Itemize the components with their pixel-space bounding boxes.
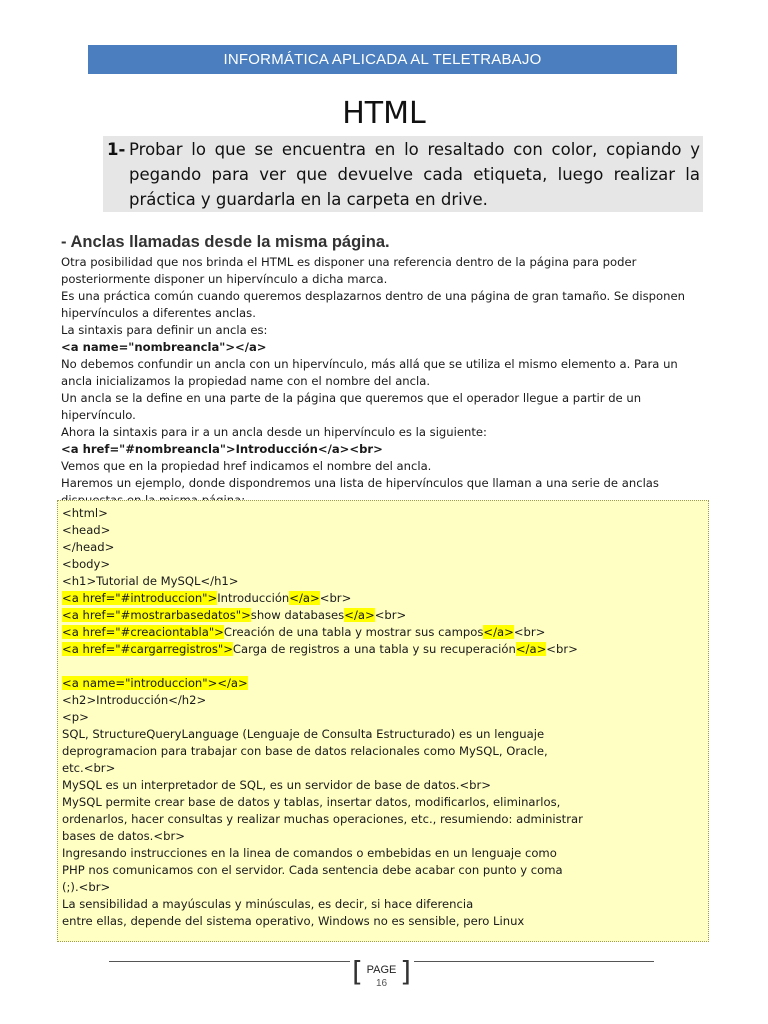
code-line: <html> [62, 506, 108, 520]
highlight: </a> [483, 625, 514, 639]
code-line: <p> [62, 710, 89, 724]
paragraph: Otra posibilidad que nos brinda el HTML es disponer una referencia dentro de la página para poder posteriormente disponer un hipervínculo a dicha marca. [61, 255, 637, 286]
right-bracket-icon: ] [400, 955, 411, 988]
highlight: <a name="introduccion"></a> [62, 676, 248, 690]
code-line: Ingresando instrucciones en la linea de comandos o embebidas en un lenguaje como [62, 846, 557, 860]
highlight: </a> [289, 591, 320, 605]
footer-divider [109, 961, 350, 962]
code-line: MySQL permite crear base de datos y tablas, insertar datos, modificarlos, eliminarlos, [62, 795, 561, 809]
page-label: PAGE [366, 964, 397, 976]
code-text: <br> [513, 625, 546, 639]
code-line: </head> [62, 540, 115, 554]
paragraph: No debemos confundir un ancla con un hipervínculo, más allá que se utiliza el mismo elemento a. Para un ancla inicializamos la propiedad name con el nombre del ancla. [61, 357, 678, 388]
highlight: <a href="#introduccion"> [62, 591, 218, 605]
code-line: <h1>Tutorial de MySQL</h1> [62, 574, 239, 588]
code-text: <br> [374, 608, 407, 622]
code-line: La sensibilidad a mayúsculas y minúsculas, es decir, si hace diferencia [62, 897, 474, 911]
code-line: PHP nos comunicamos con el servidor. Cada sentencia debe acabar con punto y coma [62, 863, 563, 877]
code-line [62, 641, 583, 658]
paragraph: Vemos que en la propiedad href indicamos el nombre del ancla. [61, 459, 432, 473]
code-text: Creación de una tabla y mostrar sus campos [223, 625, 484, 639]
highlight: </a> [515, 642, 547, 656]
code-line [62, 590, 583, 607]
code-line: <head> [62, 523, 111, 537]
instruction-text: Probar lo que se encuentra en lo resaltado con color, copiando y pegando para ver que devuelve cada etiqueta, luego realizar la práctica y guardarla en la carpeta en drive. [129, 140, 700, 209]
code-text: <br> [546, 642, 578, 656]
body-text [61, 254, 711, 509]
paragraph: La sintaxis para definir un ancla es: [61, 323, 268, 337]
code-line: MySQL es un interpretador de SQL, es un servidor de base de datos.<br> [62, 778, 492, 792]
instruction-box [103, 136, 703, 212]
highlight: <a href="#creaciontabla"> [62, 625, 224, 639]
page-number: 16 [375, 978, 388, 989]
code-text: Carga de registros a una tabla y su recuperación [232, 642, 516, 656]
code-line: <body> [62, 557, 111, 571]
highlight: <a href="#cargarregistros"> [62, 642, 233, 656]
code-line: entre ellas, depende del sistema operativo, Windows no es sensible, pero Linux [62, 914, 525, 928]
code-line: (;).<br> [62, 880, 111, 894]
code-snippet: <a href="#nombreancla">Introducción</a><br> [61, 442, 383, 456]
footer-divider [414, 961, 654, 962]
code-line-blank [62, 658, 583, 675]
code-text: Introducción [217, 591, 290, 605]
header-banner: INFORMÁTICA APLICADA AL TELETRABAJO [88, 45, 677, 74]
paragraph: Ahora la sintaxis para ir a un ancla desde un hipervínculo es la siguiente: [61, 425, 487, 439]
code-line: ordenarlos, hacer consultas y realizar muchas operaciones, etc., resumiendo: administrar [62, 812, 583, 826]
code-line: SQL, StructureQueryLanguage (Lenguaje de Consulta Estructurado) es un lenguaje [62, 727, 545, 741]
paragraph: Un ancla se la define en una parte de la página que queremos que el operador llegue a partir de un hipervínculo. [61, 391, 642, 422]
code-text: show databases [250, 608, 345, 622]
code-text: <br> [319, 591, 352, 605]
highlight: </a> [344, 608, 375, 622]
code-line: deprogramacion para trabajar con base de datos relacionales como MySQL, Oracle, [62, 744, 548, 758]
code-line [62, 624, 583, 641]
code-lines [62, 505, 583, 930]
highlight: <a href="#mostrarbasedatos"> [62, 608, 251, 622]
paragraph: Es una práctica común cuando queremos desplazarnos dentro de una página de gran tamaño. Se disponen hipervínculos a diferentes anclas. [61, 289, 685, 320]
code-line: <h2>Introducción</h2> [62, 693, 207, 707]
paragraph: Haremos un ejemplo, donde dispondremos una lista de hipervínculos que llaman a una serie de anclas [61, 476, 659, 490]
code-example-box [57, 500, 709, 942]
code-line [62, 675, 583, 692]
left-bracket-icon: [ [352, 955, 363, 988]
code-snippet: <a name="nombreancla"></a> [61, 340, 267, 354]
page-number-box [352, 957, 411, 987]
instruction-number: 1- [107, 140, 126, 159]
code-line: bases de datos.<br> [62, 829, 185, 843]
code-line [62, 607, 583, 624]
page-title: HTML [342, 96, 426, 131]
section-heading: - Anclas llamadas desde la misma página. [61, 233, 390, 251]
code-line: etc.<br> [62, 761, 116, 775]
